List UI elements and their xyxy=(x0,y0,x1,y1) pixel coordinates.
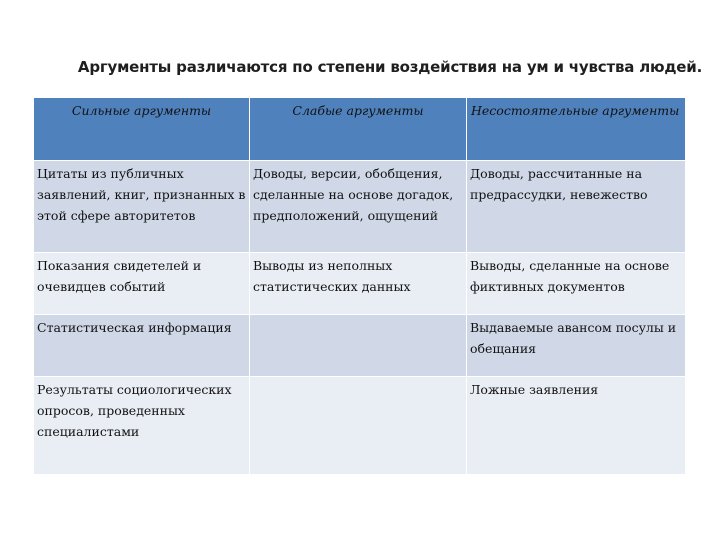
arguments-table xyxy=(33,97,686,475)
table-row xyxy=(34,161,686,253)
table-cell: Ложные заявления xyxy=(467,377,686,475)
table-cell: Доводы, версии, обобщения, сделанные на основе догадок, предположений, ощущений xyxy=(250,161,467,253)
table-cell: Статистическая информация xyxy=(34,315,250,377)
table-row xyxy=(34,377,686,475)
table-cell: Показания свидетелей и очевидцев событий xyxy=(34,253,250,315)
table-header-row xyxy=(34,98,686,161)
header-weak-arguments: Слабые аргументы xyxy=(250,98,467,161)
table-cell: Цитаты из публичных заявлений, книг, признанных в этой сфере авторитетов xyxy=(34,161,250,253)
table-cell: Выводы, сделанные на основе фиктивных документов xyxy=(467,253,686,315)
table-cell: Выдаваемые авансом посулы и обещания xyxy=(467,315,686,377)
table-cell xyxy=(250,377,467,475)
header-invalid-arguments: Несостоятельные аргументы xyxy=(467,98,686,161)
table-cell: Доводы, рассчитанные на предрассудки, невежество xyxy=(467,161,686,253)
table-cell: Выводы из неполных статистических данных xyxy=(250,253,467,315)
table-cell: Результаты социологических опросов, проведенных специалистами xyxy=(34,377,250,475)
table-row xyxy=(34,315,686,377)
table-cell xyxy=(250,315,467,377)
header-strong-arguments: Сильные аргументы xyxy=(34,98,250,161)
slide-title xyxy=(0,58,720,76)
table-row xyxy=(34,253,686,315)
slide-title-text: Аргументы различаются по степени воздействия на ум и чувства людей. xyxy=(77,58,703,76)
